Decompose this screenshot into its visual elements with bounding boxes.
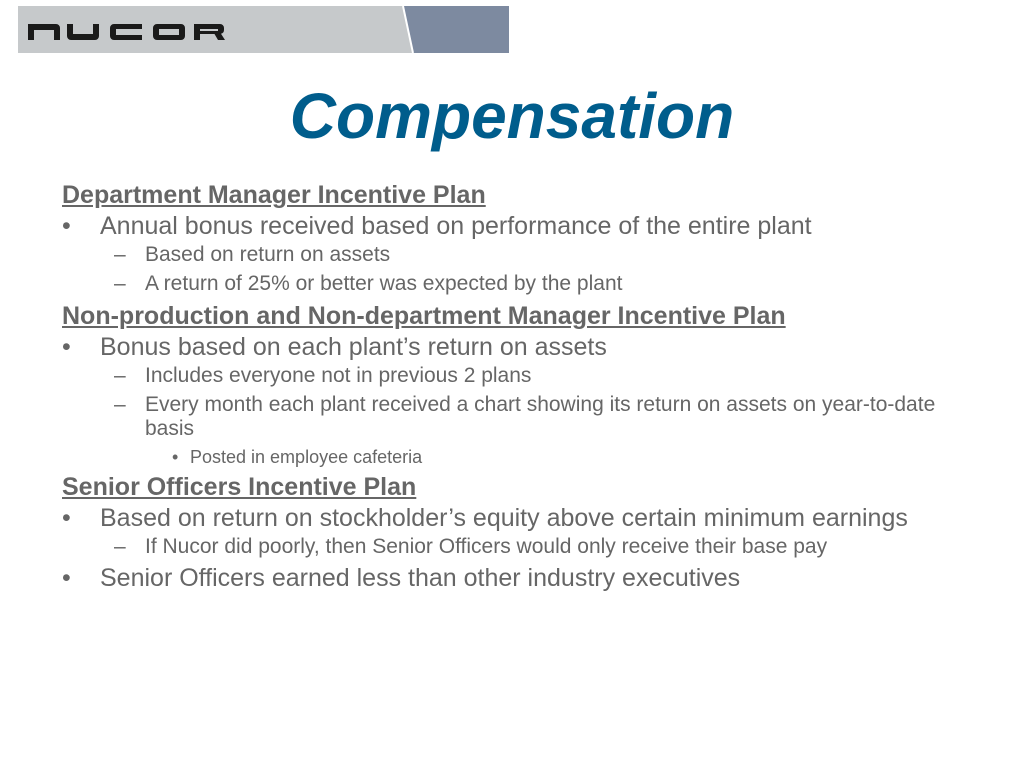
bullet-marker: • bbox=[62, 212, 71, 240]
section-heading-non-production: Non-production and Non-department Manager Incentive Plan bbox=[62, 302, 786, 330]
nucor-logo-banner bbox=[18, 6, 509, 53]
bullet-marker: • bbox=[172, 447, 179, 467]
dash-marker: – bbox=[114, 243, 126, 266]
sub-sub-bullet-text: Posted in employee cafeteria bbox=[190, 447, 423, 467]
slide-body bbox=[62, 180, 982, 595]
sub-sub-bullet-item bbox=[62, 446, 982, 468]
dash-marker: – bbox=[114, 393, 126, 416]
bullet-marker: • bbox=[62, 564, 71, 592]
sub-bullet-item bbox=[62, 364, 982, 388]
dash-marker: – bbox=[114, 364, 126, 387]
sub-bullet-item bbox=[62, 393, 982, 441]
bullet-marker: • bbox=[62, 333, 71, 361]
sub-bullet-item bbox=[62, 535, 982, 559]
bullet-text: Based on return on stockholder’s equity above certain minimum earnings bbox=[100, 504, 908, 532]
bullet-item bbox=[62, 564, 982, 592]
bullet-text: Senior Officers earned less than other industry executives bbox=[100, 564, 741, 592]
slide-title: Compensation bbox=[289, 80, 735, 152]
sub-bullet-text: Based on return on assets bbox=[145, 243, 391, 266]
section-heading-senior-officers: Senior Officers Incentive Plan bbox=[62, 473, 417, 501]
bullet-item bbox=[62, 212, 982, 240]
bullet-item bbox=[62, 504, 982, 532]
sub-bullet-text: Includes everyone not in previous 2 plans bbox=[145, 364, 532, 387]
section-heading-department-manager: Department Manager Incentive Plan bbox=[62, 181, 486, 209]
nucor-logo bbox=[18, 6, 509, 53]
sub-bullet-item bbox=[62, 243, 982, 267]
logo-dark-band bbox=[403, 6, 509, 53]
bullet-text: Bonus based on each plant’s return on assets bbox=[100, 333, 607, 361]
bullet-text: Annual bonus received based on performance of the entire plant bbox=[100, 212, 812, 240]
sub-bullet-item bbox=[62, 272, 982, 296]
sub-bullet-text: Every month each plant received a chart showing its return on assets on year-to-date basis bbox=[145, 393, 936, 440]
sub-bullet-text: If Nucor did poorly, then Senior Officers would only receive their base pay bbox=[145, 535, 828, 558]
bullet-marker: • bbox=[62, 504, 71, 532]
bullet-item bbox=[62, 333, 982, 361]
sub-bullet-text: A return of 25% or better was expected by the plant bbox=[145, 272, 623, 295]
dash-marker: – bbox=[114, 272, 126, 295]
dash-marker: – bbox=[114, 535, 126, 558]
